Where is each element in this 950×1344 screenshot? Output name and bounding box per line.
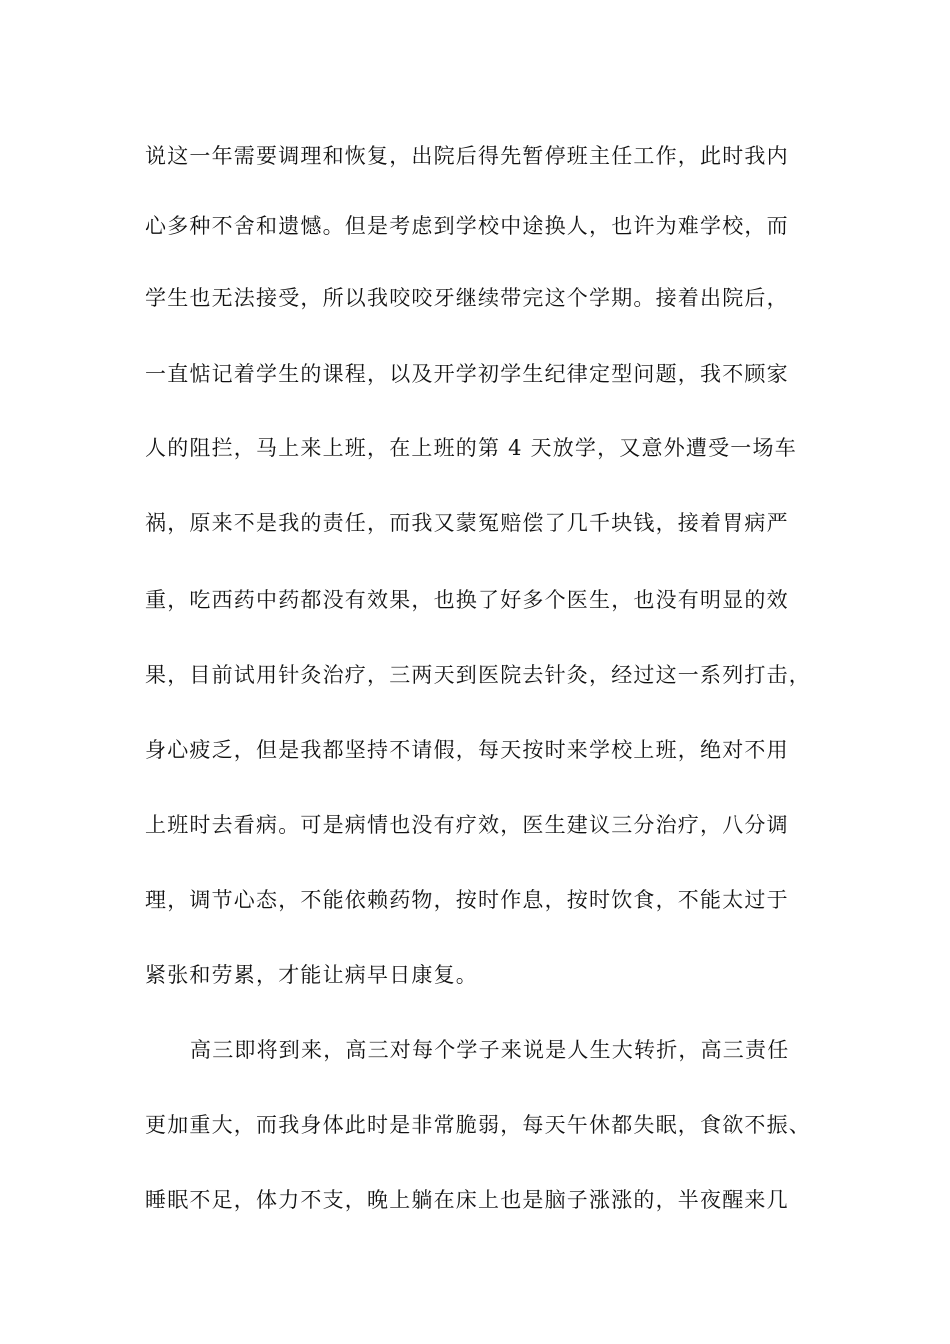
text-line: 一直惦记着学生的课程，以及开学初学生纪律定型问题，我不顾家 [145, 362, 789, 386]
text-line: 上班时去看病。可是病情也没有疗效，医生建议三分治疗，八分调 [145, 813, 789, 837]
text-line: 学生也无法接受，所以我咬咬牙继续带完这个学期。接着出院后， [145, 286, 789, 310]
text-line: 身心疲乏，但是我都坚持不请假，每天按时来学校上班，绝对不用 [145, 738, 789, 762]
text-line: 人的阻拦，马上来上班，在上班的第 4 天放学，又意外遭受一场车 [145, 436, 797, 460]
text-line: 说这一年需要调理和恢复，出院后得先暂停班主任工作，此时我内 [145, 144, 789, 168]
text-line: 祸，原来不是我的责任，而我又蒙冤赔偿了几千块钱，接着胃病严 [145, 511, 789, 535]
text-line: 紧张和劳累，才能让病早日康复。 [145, 963, 478, 987]
text-line: 心多种不舍和遗憾。但是考虑到学校中途换人，也许为难学校，而 [145, 214, 789, 238]
text-line: 理，调节心态，不能依赖药物，按时作息，按时饮食，不能太过于 [145, 888, 789, 912]
text-line: 高三即将到来，高三对每个学子来说是人生大转折，高三责任 [190, 1038, 790, 1062]
text-line: 更加重大，而我身体此时是非常脆弱，每天午休都失眠，食欲不振、 [145, 1113, 811, 1137]
text-line: 重，吃西药中药都没有效果，也换了好多个医生，也没有明显的效 [145, 588, 789, 612]
text-line: 睡眠不足，体力不支，晚上躺在床上也是脑子涨涨的，半夜醒来几 [145, 1188, 789, 1212]
text-line: 果，目前试用针灸治疗，三两天到医院去针灸，经过这一系列打击， [145, 663, 811, 687]
